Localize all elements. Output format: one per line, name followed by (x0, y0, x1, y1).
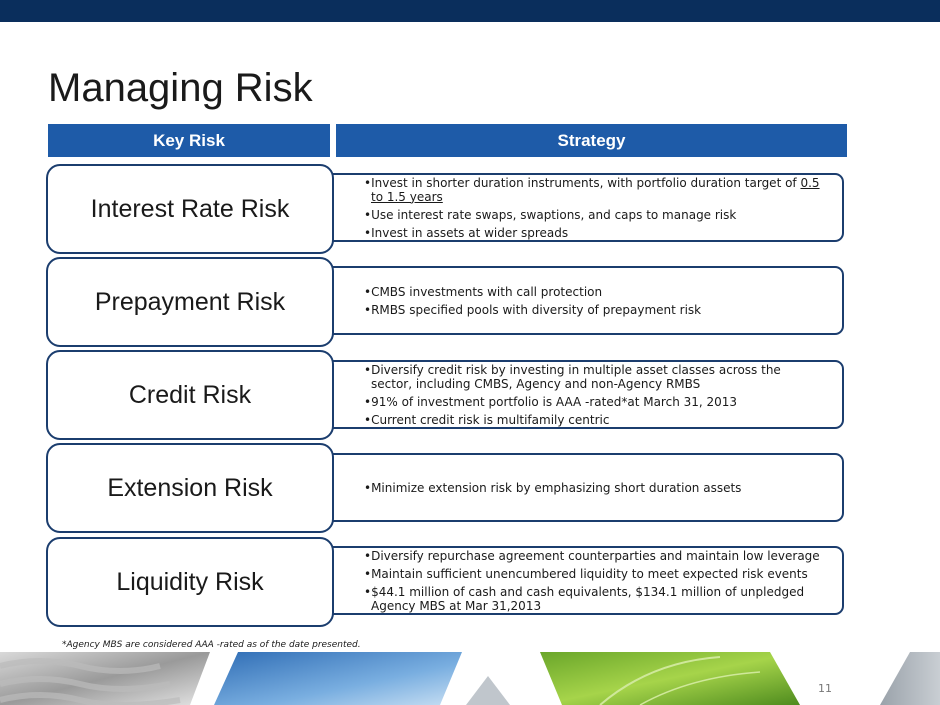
page-title: Managing Risk (48, 66, 313, 110)
strategy-bullet: •$44.1 million of cash and cash equivalents, $134.1 million of unpledged Agency MBS at Mar 31,2013 (364, 584, 805, 613)
strategy-box (300, 360, 844, 429)
key-risk-header: Key Risk (48, 124, 330, 157)
grey-panel (880, 652, 940, 705)
strategy-box (300, 266, 844, 335)
strategy-box (300, 453, 844, 522)
strategy-bullet: •Diversify credit risk by investing in multiple asset classes across the sector, including CMBS, Agency and non-Agency RMBS (364, 362, 781, 391)
bullet-text: •Invest in shorter duration instruments, with portfolio duration target of (364, 175, 801, 190)
risk-label-box: Credit Risk (46, 350, 334, 440)
sky-photo-panel (214, 652, 462, 705)
leaf-photo-panel (540, 652, 800, 705)
strategy-list (364, 176, 822, 240)
strategy-bullet: •91% of investment portfolio is AAA -rated*at March 31, 2013 (364, 394, 738, 409)
risk-label-box: Prepayment Risk (46, 257, 334, 347)
strategy-list (364, 285, 822, 317)
strategy-bullet: •Maintain sufficient unencumbered liquidity to meet expected risk events (364, 566, 808, 581)
risk-label-box: Interest Rate Risk (46, 164, 334, 254)
strategy-bullet: •CMBS investments with call protection (364, 284, 603, 299)
strategy-box (300, 173, 844, 242)
strategy-bullet: •Minimize extension risk by emphasizing short duration assets (364, 480, 742, 495)
duration-target: 0.5 to 1.5 years (371, 175, 820, 204)
page-number: 11 (818, 682, 832, 695)
strategy-bullet: •RMBS specified pools with diversity of prepayment risk (364, 302, 702, 317)
strategy-list (364, 363, 822, 427)
strategy-list (364, 549, 822, 613)
strategy-bullet: •Diversify repurchase agreement counterparties and maintain low leverage (364, 548, 820, 563)
strategy-list (364, 481, 822, 495)
strategy-bullet: •Current credit risk is multifamily centric (364, 412, 610, 427)
risk-label-box: Liquidity Risk (46, 537, 334, 627)
strategy-bullet (364, 176, 822, 204)
triangle-accent (466, 676, 510, 705)
strategy-bullet: •Invest in assets at wider spreads (364, 225, 569, 240)
risk-label-box: Extension Risk (46, 443, 334, 533)
strategy-header: Strategy (336, 124, 847, 157)
top-banner (0, 0, 940, 22)
strategy-box (300, 546, 844, 615)
strategy-bullet: •Use interest rate swaps, swaptions, and caps to manage risk (364, 207, 737, 222)
footnote: *Agency MBS are considered AAA -rated as of the date presented. (62, 640, 361, 650)
decorative-image-strip (0, 652, 940, 705)
